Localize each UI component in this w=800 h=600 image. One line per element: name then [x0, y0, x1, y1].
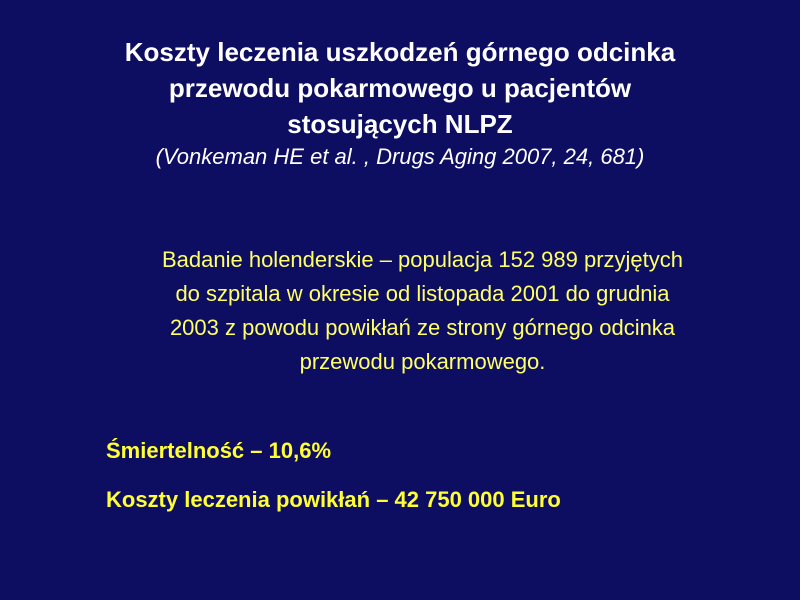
title-line: stosujących NLPZ — [287, 109, 513, 139]
slide-title — [40, 34, 760, 172]
title-line: Koszty leczenia uszkodzeń górnego odcinka — [124, 37, 676, 67]
mortality-stat: Śmiertelność – 10,6% — [106, 438, 332, 463]
body-line: 2003 z powodu powikłań ze strony górnego odcinka — [169, 315, 676, 340]
study-description — [100, 243, 745, 379]
body-line: do szpitala w okresie od listopada 2001 do grudnia — [175, 281, 670, 306]
body-line: przewodu pokarmowego. — [299, 349, 546, 374]
title-line: przewodu pokarmowego u pacjentów — [168, 73, 632, 103]
costs-stat: Koszty leczenia powikłań – 42 750 000 Euro — [106, 487, 561, 512]
citation: (Vonkeman HE et al. , Drugs Aging 2007, 24, 681) — [155, 144, 645, 169]
body-line: Badanie holenderskie – populacja 152 989 przyjętych — [161, 247, 684, 272]
